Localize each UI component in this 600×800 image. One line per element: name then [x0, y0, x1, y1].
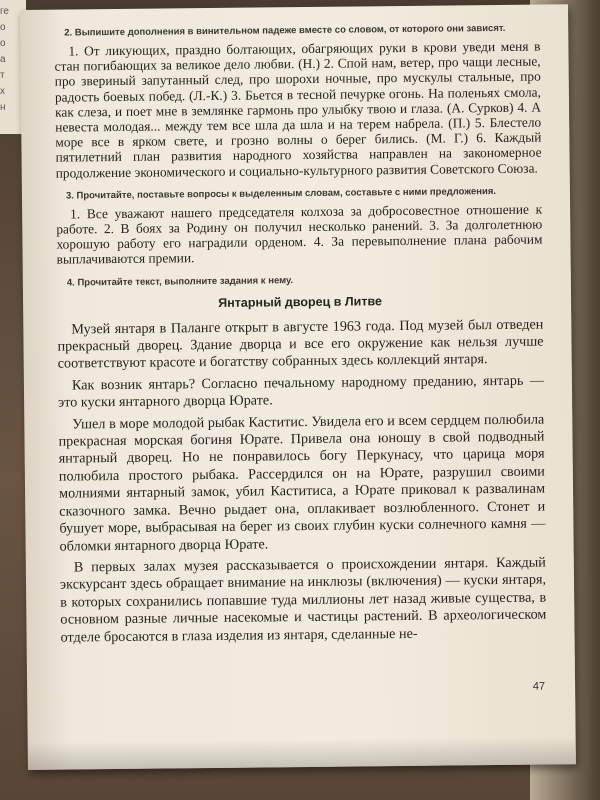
text-paragraph-1: Музей янтаря в Паланге открыт в августе 1963 года. Под музей был отведен прекрасный дворец. Здание дворца и все его окружение как нельзя лучше соответствуют красоте и богатству собранных здесь коллекций янтаря.	[57, 316, 544, 373]
task-3-text: 1. Все уважают нашего председателя колхоза за добросовестное отношение к работе. 2. В боях за Родину он получил несколько ранений. 3. За долголетнюю хорошую работу его наградили орденом. 4. За перевыполнение плана рабочим выплачиваются премии.	[56, 201, 543, 268]
previous-page-fragment: ге о о а т х н	[0, 0, 26, 134]
task-2-text: 1. От ликующих, праздно болтающих, обагряющих руки в крови уведи меня в стан погибающих за великое дело любви. (Н.) 2. Спой нам, ветер, про чащи лесные, про звериный запутанный след, про шорохи ночные, про мускулы стальные, про радость боевых побед. (Л.-К.) 3. Бьется в тесной печурке огонь. На поленьях смола, как слеза, и поет мне в землянке гармонь про улыбку твою и глаза. (А. Сурков) 4. А невеста молодая... между тем все шла да шла и на терем набрела. (П.) 5. Блестело море все в ярком свете, и грозно волны о берег бились. (М. Г.) 6. Каждый пятилетний план развития народного хозяйства направлен на закономерное продолжение экономического и социально-культурного развития Советского Союза.	[54, 38, 542, 181]
book-page	[20, 4, 576, 770]
text-paragraph-4: В первых залах музея рассказывается о происхождении янтаря. Каждый экскурсант здесь обращает внимание на инклюзы (включения) — куски янтаря, в которых сохранились попавшие туда миллионы лет назад живые существа, в основном разные личные насекомые и частицы растений. В археологическом отделе бросаются в глаза изделия из янтаря, сделанные не-	[59, 554, 547, 646]
text-paragraph-3: Ушел в море молодой рыбак Каститис. Увидела его и всем сердцем полюбила прекрасная морская богиня Юрате. Привела она юношу в свой подводный янтарный дворец. Но не понравилось богу Перкунасу, что царица моря полюбила простого рыбака. Рассердился он на Юрате, разрушил своими молниями янтарный замок, убил Каститиса, а Юрате приковал к развалинам сказочного замка. Вечно рыдает она, оплакивает возлюбленного. Стонет и бушует море, выбрасывая на берег из своих глубин куски солнечного камня — обломки янтарного дворца Юрате.	[58, 411, 546, 555]
task-2-heading: 2. Выпишите дополнения в винительном падеже вместе со словом, от которого они зависят.	[64, 22, 506, 39]
task-4-heading: 4. Прочитайте текст, выполните задания к нему.	[66, 274, 294, 289]
page-shadow	[28, 736, 576, 770]
text-paragraph-2: Как возник янтарь? Согласно печальному народному преданию, янтарь — это куски янтарного дворца Юрате.	[58, 372, 544, 411]
text-title: Янтарный дворец в Литве	[218, 293, 382, 310]
page-content	[54, 23, 546, 651]
task-3-heading: 3. Прочитайте, поставьте вопросы к выделенным словам, составьте с ними предложения.	[65, 185, 497, 202]
page-number: 47	[532, 680, 546, 693]
